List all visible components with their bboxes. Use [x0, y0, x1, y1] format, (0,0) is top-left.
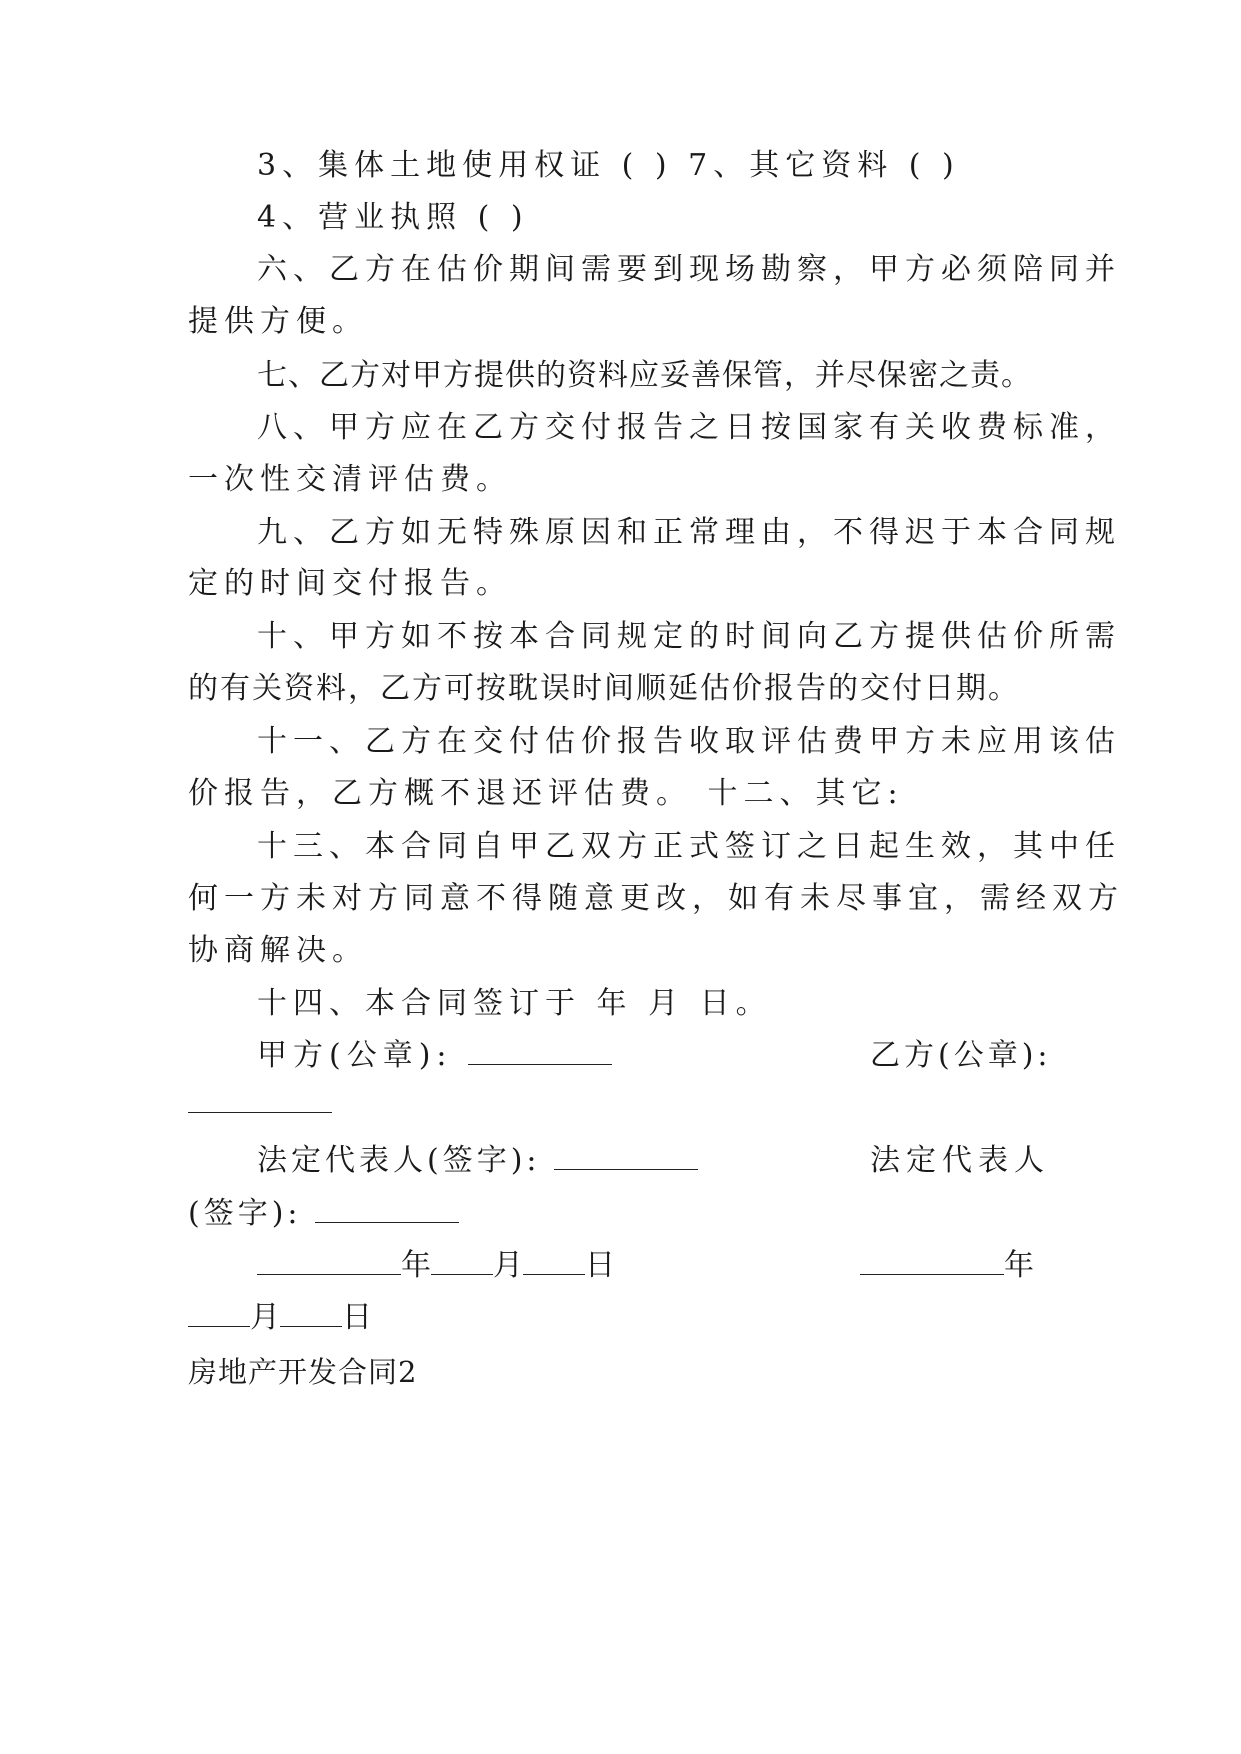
date-b-row [188, 1300, 372, 1336]
date-b-month-blank[interactable] [188, 1300, 250, 1327]
clause-8-line-2: 一次性交清评估费。 [188, 462, 512, 497]
item-3-7: 3、集体土地使用权证 ( ) 7、其它资料 ( ) [257, 148, 960, 183]
clause-13-line-2: 何一方未对方同意不得随意更改，如有未尽事宜，需经双方 [188, 881, 1124, 916]
party-a-seal-blank[interactable] [468, 1038, 612, 1065]
date-a-day-blank[interactable] [523, 1248, 585, 1275]
next-contract-title: 房地产开发合同2 [188, 1355, 418, 1389]
clause-10-line-1: 十、甲方如不按本合同规定的时间向乙方提供估价所需 [257, 619, 1121, 654]
date-b-year-blank[interactable] [860, 1248, 1004, 1275]
clause-11-line-1: 十一、乙方在交付估价报告收取评估费甲方未应用该估 [257, 724, 1121, 759]
party-a-seal-label: 甲方(公章): [257, 1038, 453, 1073]
clause-13-line-1: 十三、本合同自甲乙双方正式签订之日起生效，其中任 [257, 829, 1121, 864]
date-a-year-label: 年 [401, 1248, 431, 1283]
date-b-day-label: 日 [342, 1300, 372, 1335]
clause-6-line-1: 六、乙方在估价期间需要到现场勘察，甲方必须陪同并 [257, 252, 1121, 287]
rep-b-blank[interactable] [315, 1196, 459, 1223]
rep-a-blank[interactable] [554, 1143, 698, 1170]
rep-a-label: 法定代表人(签字): [257, 1143, 541, 1178]
rep-b-label-cont: (签字): [188, 1196, 302, 1231]
clause-10-line-2: 的有关资料，乙方可按耽误时间顺延估价报告的交付日期。 [188, 671, 1020, 706]
date-b-day-blank[interactable] [280, 1300, 342, 1327]
clause-14: 十四、本合同签订于 年 月 日。 [257, 986, 772, 1021]
party-a-seal-row [257, 1038, 612, 1074]
clause-7: 七、乙方对甲方提供的资料应妥善保管，并尽保密之责。 [257, 358, 1032, 393]
date-a-month-blank[interactable] [431, 1248, 493, 1275]
date-a-year-blank[interactable] [257, 1248, 401, 1275]
clause-9-line-2: 定的时间交付报告。 [188, 566, 512, 601]
party-b-seal-label: 乙方(公章): [870, 1038, 1052, 1073]
rep-b-row [188, 1196, 459, 1232]
clause-8-line-1: 八、甲方应在乙方交付报告之日按国家有关收费标准， [257, 410, 1121, 445]
date-a-day-label: 日 [585, 1248, 615, 1283]
party-b-seal-blank[interactable] [188, 1112, 332, 1113]
clause-13-line-3: 协商解决。 [188, 933, 368, 968]
clause-9-line-1: 九、乙方如无特殊原因和正常理由，不得迟于本合同规 [257, 515, 1121, 550]
date-a-row [257, 1248, 615, 1284]
rep-a-row [257, 1143, 698, 1179]
rep-b-label: 法定代表人 [870, 1143, 1050, 1178]
date-b-month-label: 月 [250, 1300, 280, 1335]
clause-11-line-2: 价报告，乙方概不退还评估费。 十二、其它: [188, 776, 904, 811]
date-b-year-row [860, 1248, 1034, 1284]
date-b-year-label: 年 [1004, 1248, 1034, 1283]
item-4: 4、营业执照 ( ) [257, 200, 529, 235]
date-a-month-label: 月 [493, 1248, 523, 1283]
clause-6-line-2: 提供方便。 [188, 304, 368, 339]
